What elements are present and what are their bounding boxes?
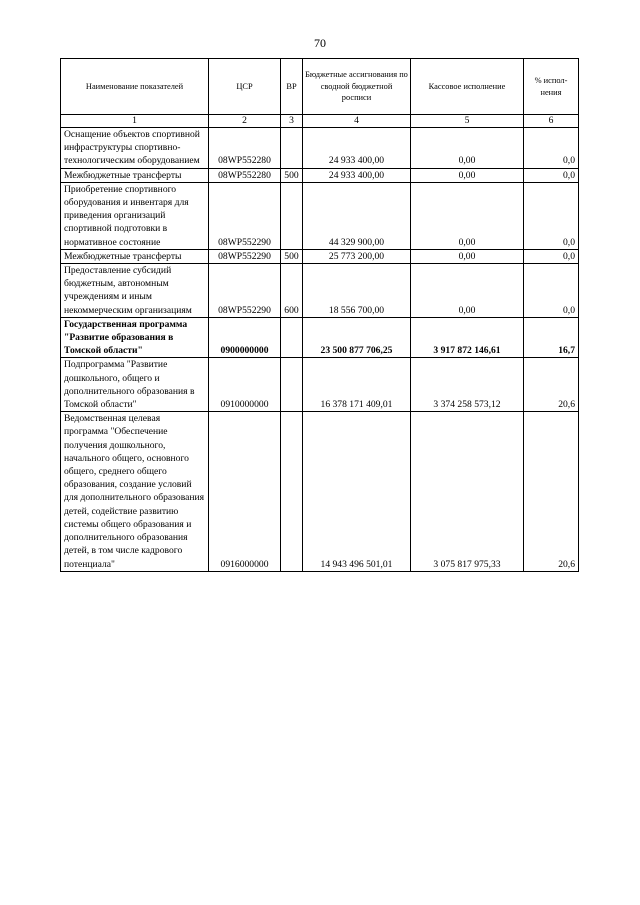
row-vr-cell: 500 bbox=[281, 249, 303, 263]
row-execution-cell: 0,00 bbox=[411, 168, 524, 182]
row-csr-cell: 08WP552280 bbox=[209, 168, 281, 182]
header-name: Наименование показателей bbox=[61, 59, 209, 115]
column-number: 1 bbox=[61, 115, 209, 128]
header-vr: ВР bbox=[281, 59, 303, 115]
row-percent-cell: 0,0 bbox=[524, 168, 579, 182]
table-row bbox=[61, 358, 579, 412]
row-name-cell: Межбюджетные трансферты bbox=[61, 249, 209, 263]
row-allocation-cell: 25 773 200,00 bbox=[303, 249, 411, 263]
row-name-cell: Оснащение объектов спортивной инфраструктуры спортивно-технологическим оборудованием bbox=[61, 128, 209, 169]
row-execution-cell: 0,00 bbox=[411, 264, 524, 318]
table-body bbox=[61, 128, 579, 572]
row-percent-cell: 16,7 bbox=[524, 317, 579, 358]
table-row bbox=[61, 412, 579, 571]
row-name-cell: Межбюджетные трансферты bbox=[61, 168, 209, 182]
row-percent-cell: 0,0 bbox=[524, 249, 579, 263]
row-name-cell: Государственная программа "Развитие образования в Томской области" bbox=[61, 317, 209, 358]
row-csr-cell: 0900000000 bbox=[209, 317, 281, 358]
column-number: 3 bbox=[281, 115, 303, 128]
row-csr-cell: 08WP552290 bbox=[209, 264, 281, 318]
row-percent-cell: 0,0 bbox=[524, 128, 579, 169]
header-allocations: Бюджетные ассигнования по сводной бюджетной росписи bbox=[303, 59, 411, 115]
row-vr-cell: 600 bbox=[281, 264, 303, 318]
table-row bbox=[61, 168, 579, 182]
table-row bbox=[61, 128, 579, 169]
page-number: 70 bbox=[314, 36, 326, 50]
column-number: 6 bbox=[524, 115, 579, 128]
header-cash-execution: Кассовое исполнение bbox=[411, 59, 524, 115]
row-vr-cell bbox=[281, 412, 303, 571]
row-percent-cell: 20,6 bbox=[524, 358, 579, 412]
row-execution-cell: 3 374 258 573,12 bbox=[411, 358, 524, 412]
column-number: 2 bbox=[209, 115, 281, 128]
column-number: 5 bbox=[411, 115, 524, 128]
header-csr: ЦСР bbox=[209, 59, 281, 115]
row-csr-cell: 08WP552290 bbox=[209, 182, 281, 249]
row-vr-cell bbox=[281, 182, 303, 249]
row-csr-cell: 08WP552280 bbox=[209, 128, 281, 169]
row-execution-cell: 0,00 bbox=[411, 249, 524, 263]
row-allocation-cell: 23 500 877 706,25 bbox=[303, 317, 411, 358]
row-execution-cell: 3 917 872 146,61 bbox=[411, 317, 524, 358]
column-number: 4 bbox=[303, 115, 411, 128]
row-csr-cell: 0916000000 bbox=[209, 412, 281, 571]
row-vr-cell bbox=[281, 317, 303, 358]
header-execution-percent: % испол-нения bbox=[524, 59, 579, 115]
row-csr-cell: 0910000000 bbox=[209, 358, 281, 412]
row-name-cell: Приобретение спортивного оборудования и инвентаря для приведения организаций спортивной подготовки в нормативное состояние bbox=[61, 182, 209, 249]
row-allocation-cell: 44 329 900,00 bbox=[303, 182, 411, 249]
row-vr-cell bbox=[281, 128, 303, 169]
row-allocation-cell: 14 943 496 501,01 bbox=[303, 412, 411, 571]
row-allocation-cell: 24 933 400,00 bbox=[303, 168, 411, 182]
table-row bbox=[61, 317, 579, 358]
row-csr-cell: 08WP552290 bbox=[209, 249, 281, 263]
table-header-row bbox=[61, 59, 579, 115]
row-allocation-cell: 24 933 400,00 bbox=[303, 128, 411, 169]
budget-execution-table bbox=[60, 58, 579, 572]
row-vr-cell bbox=[281, 358, 303, 412]
row-execution-cell: 3 075 817 975,33 bbox=[411, 412, 524, 571]
column-number-row bbox=[61, 115, 579, 128]
row-percent-cell: 20,6 bbox=[524, 412, 579, 571]
row-percent-cell: 0,0 bbox=[524, 182, 579, 249]
row-name-cell: Подпрограмма "Развитие дошкольного, общего и дополнительного образования в Томской области" bbox=[61, 358, 209, 412]
row-allocation-cell: 18 556 700,00 bbox=[303, 264, 411, 318]
table-row bbox=[61, 249, 579, 263]
table-row bbox=[61, 264, 579, 318]
row-name-cell: Предоставление субсидий бюджетным, автономным учреждениям и иным некоммерческим организациям bbox=[61, 264, 209, 318]
row-execution-cell: 0,00 bbox=[411, 128, 524, 169]
table-row bbox=[61, 182, 579, 249]
row-vr-cell: 500 bbox=[281, 168, 303, 182]
row-allocation-cell: 16 378 171 409,01 bbox=[303, 358, 411, 412]
row-name-cell: Ведомственная целевая программа "Обеспечение получения дошкольного, начального общего, основного общего, среднего общего образования, создание условий для дополнительного образования детей, содействие развитию системы общего образования и дополнительного образования детей, в том числе кадрового потенциала" bbox=[61, 412, 209, 571]
row-execution-cell: 0,00 bbox=[411, 182, 524, 249]
row-percent-cell: 0,0 bbox=[524, 264, 579, 318]
